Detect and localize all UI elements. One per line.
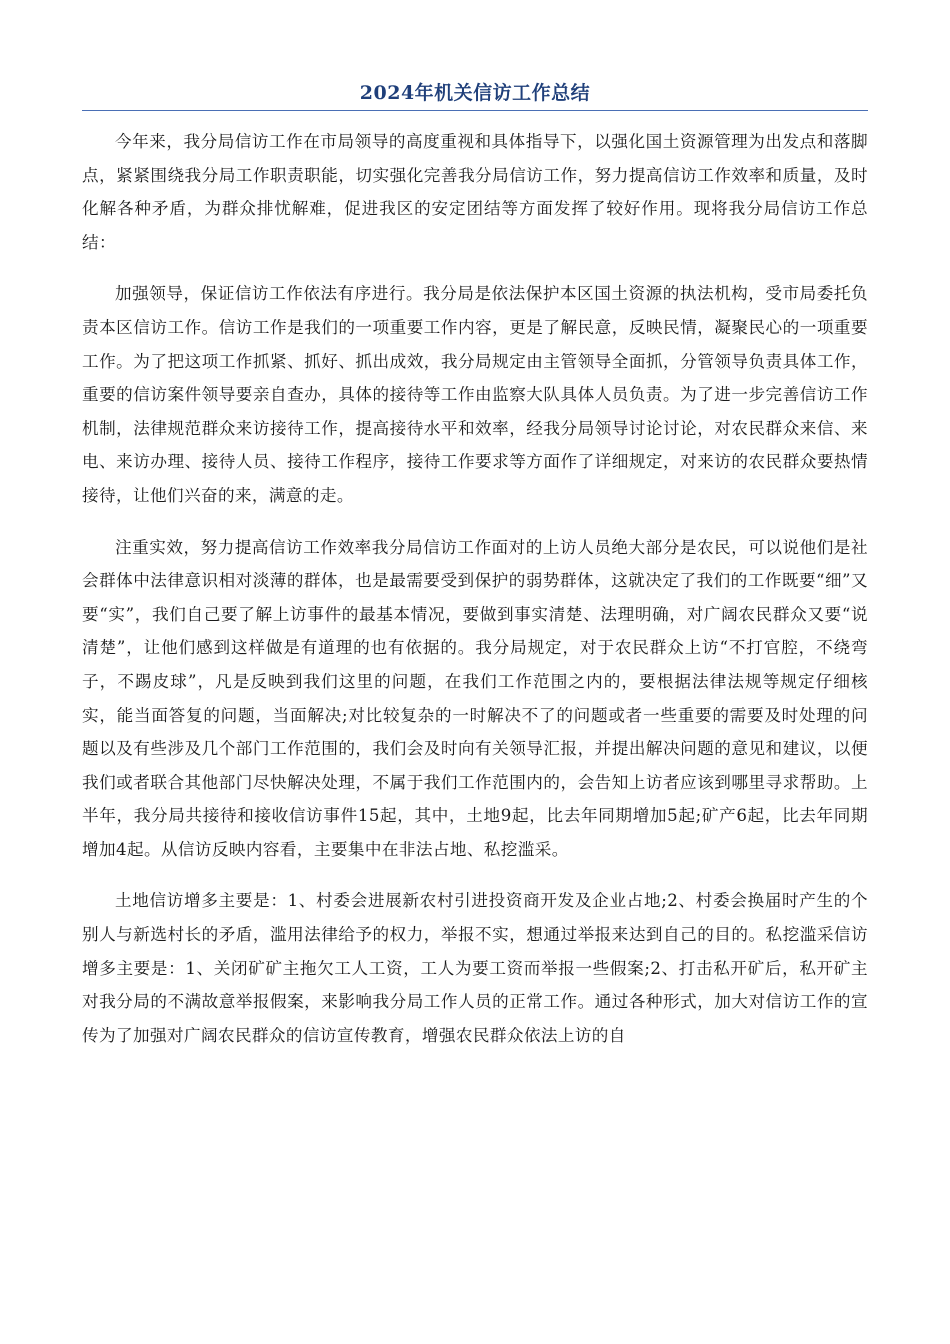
paragraph-efficiency: 注重实效，努力提高信访工作效率我分局信访工作面对的上访人员绝大部分是农民，可以说他们是社会群体中法律意识相对淡薄的群体，也是最需要受到保护的弱势群体，这就决定了我们的工作既要“细”又要“实”，我们自己要了解上访事件的最基本情况，要做到事实清楚、法理明确，对广阔农民群众又要“说清楚”，让他们感到这样做是有道理的也有依据的。我分局规定，对于农民群众上访“不打官腔，不绕弯子，不踢皮球”，凡是反映到我们这里的问题，在我们工作范围之内的，要根据法律法规等规定仔细核实，能当面答复的问题，当面解决;对比较复杂的一时解决不了的问题或者一些重要的需要及时处理的问题以及有些涉及几个部门工作范围的，我们会及时向有关领导汇报，并提出解决问题的意见和建议，以便我们或者联合其他部门尽快解决处理，不属于我们工作范围内的，会告知上访者应该到哪里寻求帮助。上半年，我分局共接待和接收信访事件15起，其中，土地9起，比去年同期增加5起;矿产6起，比去年同期增加4起。从信访反映内容看，主要集中在非法占地、私挖滥采。 xyxy=(82,537,868,859)
paragraph-intro: 今年来，我分局信访工作在市局领导的高度重视和具体指导下，以强化国土资源管理为出发点和落脚点，紧紧围绕我分局工作职责职能，切实强化完善我分局信访工作，努力提高信访工作效率和质量，及时化解各种矛盾，为群众排忧解难，促进我区的安定团结等方面发挥了较好作用。现将我分局信访工作总结： xyxy=(82,132,868,252)
paragraph-leadership: 加强领导，保证信访工作依法有序进行。我分局是依法保护本区国土资源的执法机构，受市局委托负责本区信访工作。信访工作是我们的一项重要工作内容，更是了解民意，反映民情，凝聚民心的一项重要工作。为了把这项工作抓紧、抓好、抓出成效，我分局规定由主管领导全面抓，分管领导负责具体工作，重要的信访案件领导要亲自查办，具体的接待等工作由监察大队具体人员负责。为了进一步完善信访工作机制，法律规范群众来访接待工作，提高接待水平和效率，经我分局领导讨论讨论，对农民群众来信、来电、来访办理、接待人员、接待工作程序，接待工作要求等方面作了详细规定，对来访的农民群众要热情接待，让他们兴奋的来，满意的走。 xyxy=(82,284,868,505)
document-title: 2024年机关信访工作总结 xyxy=(82,78,868,111)
paragraph-land-petitions: 土地信访增多主要是：1、村委会进展新农村引进投资商开发及企业占地;2、村委会换届时产生的个别人与新选村长的矛盾，滥用法律给予的权力，举报不实，想通过举报来达到自己的目的。私挖滥采信访增多主要是：1、关闭矿矿主拖欠工人工资，工人为要工资而举报一些假案;2、打击私开矿后，私开矿主对我分局的不满故意举报假案，来影响我分局工作人员的正常工作。通过各种形式，加大对信访工作的宣传为了加强对广阔农民群众的信访宣传教育，增强农民群众依法上访的自 xyxy=(82,891,868,1045)
document-body xyxy=(82,125,868,1052)
document-page xyxy=(82,78,868,1070)
